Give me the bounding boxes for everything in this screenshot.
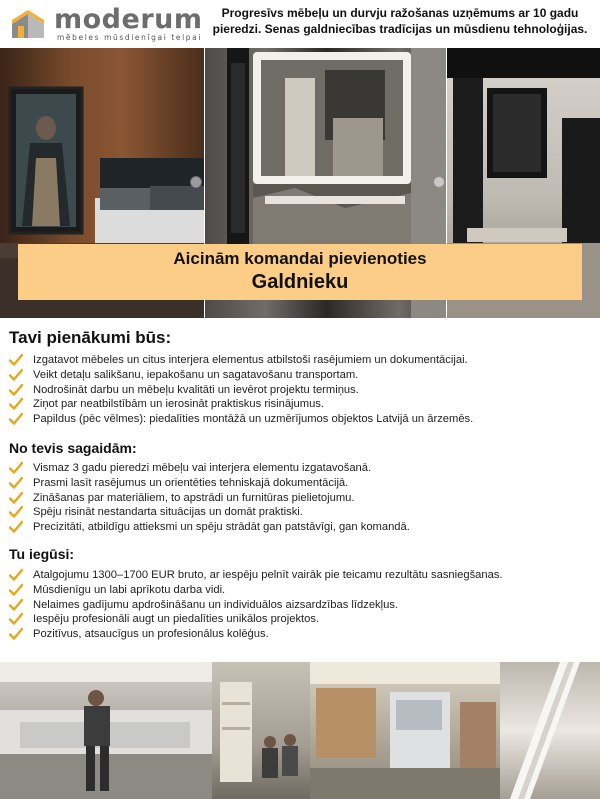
intro-line-1: Progresīvs mēbeļu un durvju ražošanas uzņēmums ar 10 gadu — [221, 6, 579, 20]
checkmark-icon — [9, 383, 23, 397]
section-title-requirements: No tevis sagaidām: — [9, 440, 137, 456]
list-item-text: Precizitāti, atbildīgu attieksmi un spēju strādāt gan patstāvīgi, gan komandā. — [33, 521, 410, 534]
list-item — [9, 612, 594, 627]
list-item — [9, 627, 594, 642]
list-item — [9, 397, 594, 412]
banner-invite: Aicinām komandai pievienoties — [173, 249, 427, 268]
list-item-text: Izgatavot mēbeles un citus interjera elementus atbilstoši rasējumiem un dokumentācijai. — [33, 354, 468, 366]
list-item — [9, 598, 594, 613]
list-item-text: Nelaimes gadījumu apdrošināšanu un individuālos aizsardzības līdzekļus. — [33, 598, 399, 611]
list-item — [9, 583, 594, 598]
banner-job-title: Galdnieku — [251, 271, 349, 293]
saw-illustration — [310, 662, 500, 799]
checkmark-icon — [9, 491, 23, 505]
checkmark-icon — [9, 627, 23, 641]
workshop-photo-machine — [0, 662, 212, 799]
checkmark-icon — [9, 568, 23, 582]
workshop-photo-panel — [500, 662, 600, 799]
list-item-text: Mūsdienīgu un labi aprīkotu darba vidi. — [33, 583, 226, 596]
checkmark-icon — [9, 461, 23, 475]
checkmark-icon — [9, 476, 23, 490]
carousel-dot-icon — [190, 176, 202, 188]
list-item-text: Spēju risināt nestandarta situācijas un domāt praktiski. — [33, 506, 303, 519]
benefits-list — [9, 568, 594, 642]
carousel-dot-icon — [433, 176, 445, 188]
hero-photo-collage — [0, 48, 600, 318]
logo-tagline: mēbeles mūsdienīgai telpai — [57, 33, 203, 42]
list-item — [9, 568, 594, 583]
list-item — [9, 353, 594, 368]
list-item — [9, 461, 594, 476]
panel-illustration — [500, 662, 600, 799]
list-item-text: Veikt detaļu salikšanu, iepakošanu un sagatavošanu transportam. — [33, 368, 359, 381]
header — [0, 0, 600, 48]
intro-line-2: pieredzi. Senas galdniecības tradīcijas un mūsdienu tehnoloģijas. — [212, 22, 588, 36]
list-item-text: Vismaz 3 gadu pieredzi mēbeļu vai interjera elementu izgatavošanā. — [33, 462, 372, 474]
checkmark-icon — [9, 612, 23, 626]
duties-list — [9, 353, 594, 427]
checkmark-icon — [9, 397, 23, 411]
checkmark-icon — [9, 353, 23, 367]
checkmark-icon — [9, 412, 23, 426]
section-title-benefits: Tu iegūsi: — [9, 546, 75, 562]
workshop-photo-strip — [0, 662, 600, 799]
list-item — [9, 505, 594, 520]
checkmark-icon — [9, 583, 23, 597]
list-item — [9, 383, 594, 398]
list-item-text: Ziņot par neatbilstībām un ierosināt praktiskus risinājumus. — [33, 398, 325, 411]
list-item — [9, 412, 594, 427]
company-intro — [206, 5, 594, 37]
edgebander-illustration — [0, 662, 212, 799]
shelves-illustration — [212, 662, 310, 799]
checkmark-icon — [9, 598, 23, 612]
company-logo — [10, 4, 203, 42]
list-item — [9, 491, 594, 506]
logo-house-icon — [10, 8, 46, 40]
list-item-text: Iespēju profesionāli augt un piedalīties unikālos projektos. — [33, 613, 320, 626]
list-item — [9, 476, 594, 491]
workshop-photo-shelves — [212, 662, 310, 799]
checkmark-icon — [9, 368, 23, 382]
workshop-photo-saw — [310, 662, 500, 799]
list-item-text: Pozitīvus, atsaucīgus un profesionālus kolēģus. — [33, 628, 269, 641]
checkmark-icon — [9, 520, 23, 534]
checkmark-icon — [9, 505, 23, 519]
logo-wordmark: moderum — [54, 4, 203, 35]
section-title-duties: Tavi pienākumi būs: — [9, 328, 172, 347]
list-item-text: Atalgojumu 1300–1700 EUR bruto, ar iespēju pelnīt vairāk pie teicamu rezultātu sasniegšanas. — [33, 569, 503, 581]
list-item-text: Nodrošināt darbu un mēbeļu kvalitāti un ievērot projektu termiņus. — [33, 383, 359, 396]
requirements-list — [9, 461, 594, 535]
list-item-text: Papildus (pēc vēlmes): piedalīties montāžā un uzmērījumos objektos Latvijā un ārzemēs. — [33, 413, 474, 426]
list-item — [9, 368, 594, 383]
list-item — [9, 520, 594, 535]
job-banner — [18, 244, 582, 300]
list-item-text: Zināšanas par materiāliem, to apstrādi un furnitūras pielietojumu. — [33, 491, 355, 504]
list-item-text: Prasmi lasīt rasējumus un orientēties tehniskajā dokumentācijā. — [33, 476, 349, 489]
